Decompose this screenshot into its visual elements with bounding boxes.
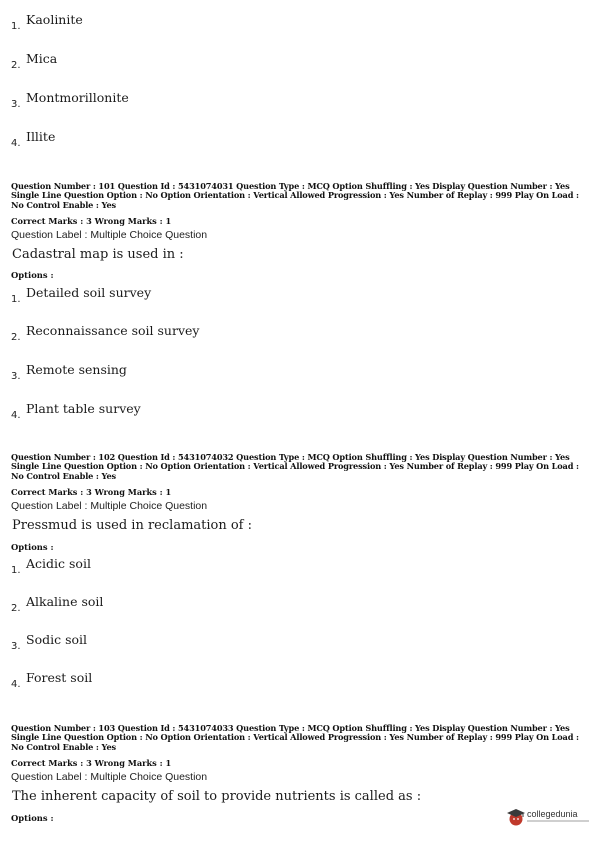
option-number: 3. <box>11 641 21 652</box>
option-text: Kaolinite <box>26 12 83 27</box>
question-meta <box>11 724 581 752</box>
option-text: Forest soil <box>26 670 93 685</box>
question-label: Question Label : Multiple Choice Question <box>11 229 208 241</box>
option-number: 4. <box>11 679 21 690</box>
logo-brand-text: collegedunia <box>527 809 578 819</box>
option-number: 1. <box>11 294 21 305</box>
option-text: Montmorillonite <box>26 90 129 105</box>
question-marks: Correct Marks : 3 Wrong Marks : 1 <box>11 758 172 768</box>
option-number: 4. <box>11 410 21 421</box>
option-text: Reconnaissance soil survey <box>26 323 200 338</box>
option-number: 1. <box>11 21 21 32</box>
option-number: 2. <box>11 603 21 614</box>
option-number: 4. <box>11 138 21 149</box>
graduate-cap-icon <box>505 806 527 828</box>
question-meta-line: Question Number : 103 Question Id : 5431074033 Question Type : MCQ Option Shuffling : Yes Display Question Number : Yes <box>11 723 570 733</box>
option-text: Remote sensing <box>26 362 127 377</box>
options-heading: Options : <box>11 270 54 280</box>
question-label: Question Label : Multiple Choice Question <box>11 771 208 783</box>
question-meta-line: Question Number : 101 Question Id : 5431074031 Question Type : MCQ Option Shuffling : Yes Display Question Number : Yes <box>11 181 570 191</box>
option-text: Illite <box>26 129 56 144</box>
option-number: 3. <box>11 99 21 110</box>
option-number: 1. <box>11 565 21 576</box>
question-meta <box>11 182 581 210</box>
option-text: Mica <box>26 51 58 66</box>
question-meta-line: No Control Enable : Yes <box>11 741 117 752</box>
option-text: Alkaline soil <box>26 594 104 609</box>
option-text: Detailed soil survey <box>26 285 152 300</box>
options-heading: Options : <box>11 542 54 552</box>
question-label: Question Label : Multiple Choice Question <box>11 500 208 512</box>
question-meta-line: Question Number : 102 Question Id : 5431074032 Question Type : MCQ Option Shuffling : Yes Display Question Number : Yes <box>11 452 570 462</box>
question-meta-line: No Control Enable : Yes <box>11 199 117 210</box>
question-marks: Correct Marks : 3 Wrong Marks : 1 <box>11 216 172 226</box>
option-number: 2. <box>11 332 21 343</box>
question-text: The inherent capacity of soil to provide nutrients is called as : <box>12 789 422 804</box>
options-heading: Options : <box>11 813 54 823</box>
question-meta-line: Single Line Question Option : No Option Orientation : Vertical Allowed Progression : Yes Number of Replay : 999 Play On Load : <box>11 190 579 201</box>
question-meta-line: Single Line Question Option : No Option Orientation : Vertical Allowed Progression : Yes Number of Replay : 999 Play On Load : <box>11 461 579 472</box>
option-number: 2. <box>11 60 21 71</box>
collegedunia-logo <box>505 806 591 828</box>
option-text: Plant table survey <box>26 401 141 416</box>
option-text: Acidic soil <box>26 556 91 571</box>
question-marks: Correct Marks : 3 Wrong Marks : 1 <box>11 487 172 497</box>
question-meta <box>11 453 581 481</box>
question-meta-line: Single Line Question Option : No Option Orientation : Vertical Allowed Progression : Yes Number of Replay : 999 Play On Load : <box>11 732 579 743</box>
question-meta-line: No Control Enable : Yes <box>11 470 117 481</box>
option-number: 3. <box>11 371 21 382</box>
question-text: Pressmud is used in reclamation of : <box>12 518 253 533</box>
logo-tagline <box>527 820 589 822</box>
option-text: Sodic soil <box>26 632 87 647</box>
question-text: Cadastral map is used in : <box>12 247 184 262</box>
